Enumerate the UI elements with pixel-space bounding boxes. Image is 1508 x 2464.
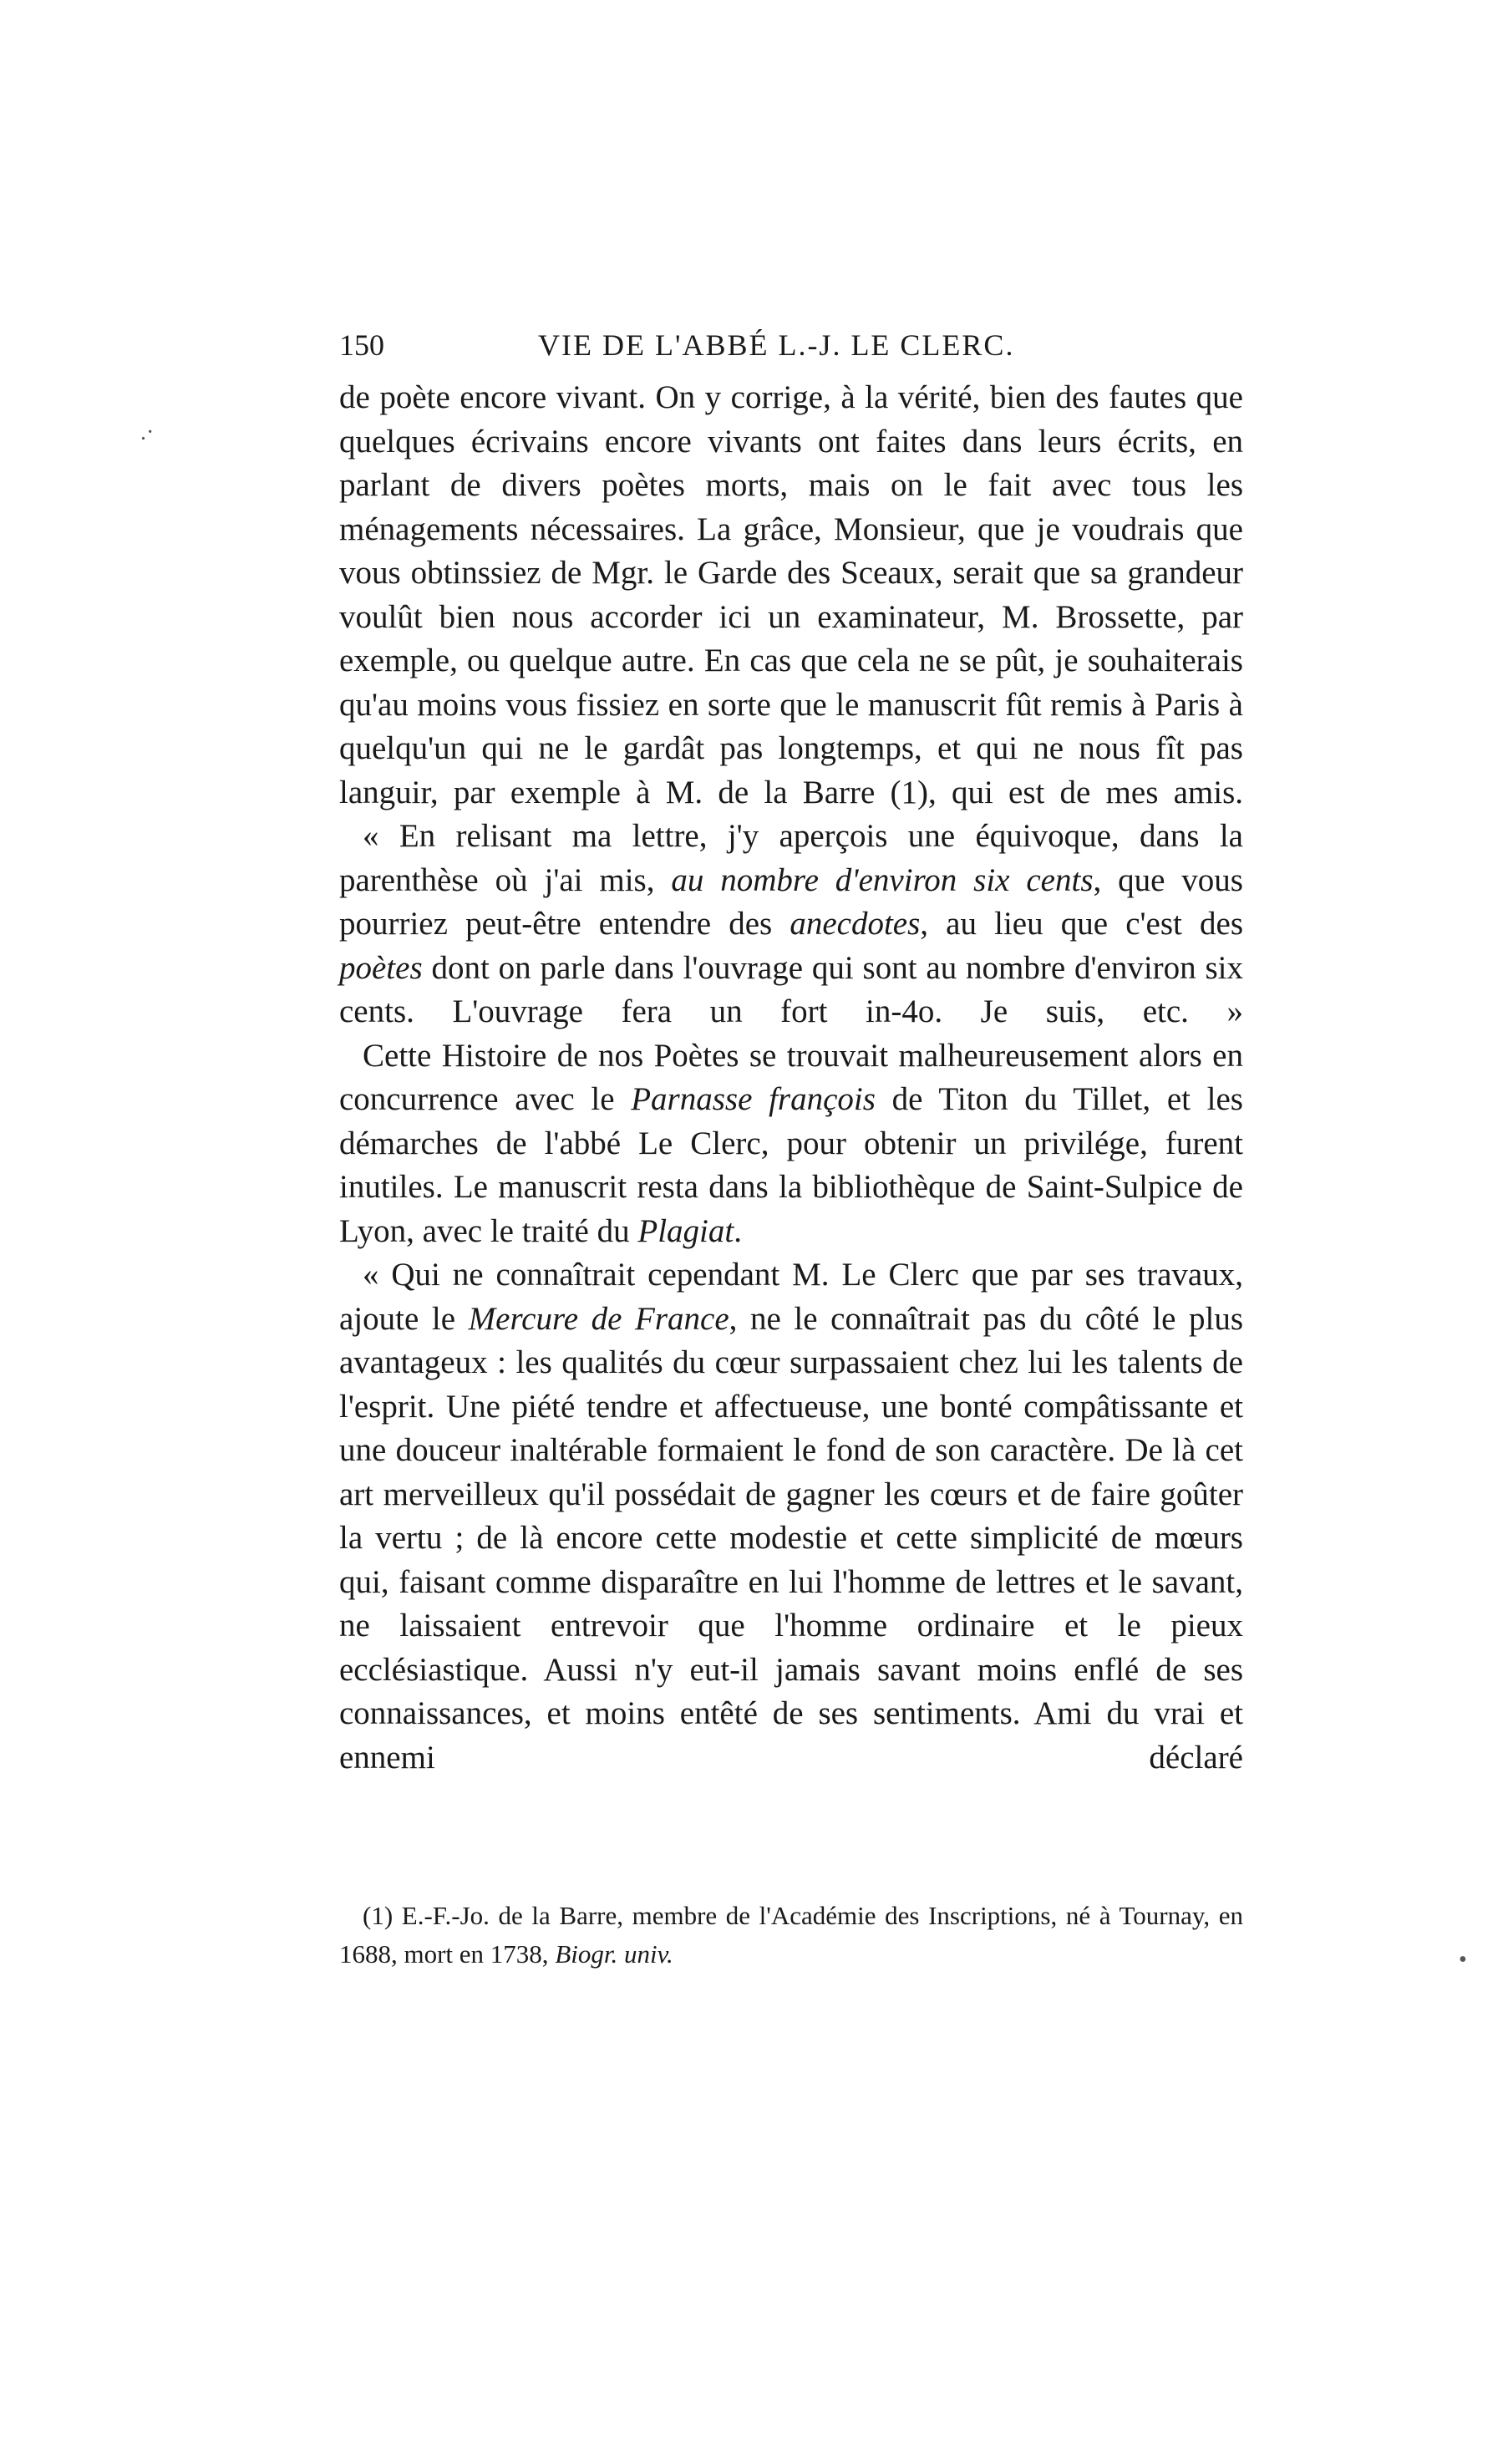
paragraph-4 <box>339 1253 1243 1780</box>
paragraph-2-segment-3: , que vous pourriez peut-être entendre des <box>339 861 1243 942</box>
paragraph-2-segment-1: « En relisant ma lettre, j'y aperçois une équivoque, dans la parenthèse où j'ai mis, <box>339 818 1243 898</box>
footnote-1 <box>339 1897 1243 1974</box>
paragraph-2-segment-5: , au lieu que c'est des <box>920 906 1243 942</box>
paragraph-4-segment-1: « Qui ne connaîtrait cependant M. Le Clerc que par ses travaux, ajoute le <box>339 1257 1243 1337</box>
page-header <box>339 324 1243 366</box>
margin-speck-2: • <box>1459 1947 1467 1973</box>
paragraph-3-segment-4: Plagiat <box>637 1212 734 1249</box>
footnotes <box>339 1897 1243 1974</box>
body-text <box>339 376 1243 1780</box>
paragraph-3-segment-3: de Titon du Tillet, et les démarches de l'abbé Le Clerc, pour obtenir un privilége, furent inutiles. Le manuscrit resta dans la bibliothèque de Saint-Sulpice de Lyon, avec le traité du <box>339 1081 1243 1249</box>
paragraph-2-segment-2: au nombre d'environ six cents <box>671 861 1094 898</box>
page-number: 150 <box>339 328 384 362</box>
paragraph-2-segment-6: poètes <box>339 949 423 986</box>
paragraph-2-segment-4: anecdotes <box>790 906 921 942</box>
paragraph-3-segment-2: Parnasse françois <box>631 1081 876 1117</box>
paragraph-3-segment-1: Cette Histoire de nos Poètes se trouvait malheureusement alors en concurrence avec le <box>339 1037 1243 1117</box>
margin-speck-1: .· <box>140 419 155 445</box>
footnote-1-segment-1: (1) E.-F.-Jo. de la Barre, membre de l'Académie des Inscriptions, né à Tournay, en 1688, mort en 1738, <box>339 1901 1243 1969</box>
paragraph-3-segment-5: . <box>734 1212 742 1249</box>
paragraph-2 <box>339 815 1243 1034</box>
paragraph-4-segment-3: , ne le connaîtrait pas du côté le plus avantageux : les qualités du cœur surpassaient chez lui les talents de l'esprit. Une piété tendre et affectueuse, une bonté compâtissante et une douceur inaltérable formaient le fond de son caractère. De là cet art merveilleux qu'il possédait de gagner les cœurs et de faire goûter la vertu ; de là encore cette modestie et cette simplicité de mœurs qui, faisant comme disparaître en lui l'homme de lettres et le savant, ne laissaient entrevoir que l'homme ordinaire et le pieux ecclésiastique. Aussi n'y eut-il jamais savant moins enflé de ses connaissances, et moins entêté de ses sentiments. Ami du vrai et ennemi déclaré <box>339 1300 1244 1776</box>
paragraph-2-segment-7: dont on parle dans l'ouvrage qui sont au nombre d'environ six cents. L'ouvrage fera un fort in-4o. Je suis, etc. » <box>339 949 1243 1029</box>
footnote-1-segment-2: Biogr. univ. <box>555 1939 673 1969</box>
paragraph-1-segment-1: de poète encore vivant. On y corrige, à la vérité, bien des fautes que quelques écrivains encore vivants ont faites dans leurs écrits, en parlant de divers poètes morts, mais on le fait avec tous les ménagements nécessaires. La grâce, Monsieur, que je voudrais que vous obtinssiez de Mgr. le Garde des Sceaux, serait que sa grandeur voulût bien nous accorder ici un examinateur, M. Brossette, par exemple, ou quelque autre. En cas que cela ne se pût, je souhaiterais qu'au moins vous fissiez en sorte que le manuscrit fût remis à Paris à quelqu'un qui ne le gardât pas longtemps, et qui ne nous fît pas languir, par exemple à M. de la Barre (1), qui est de mes amis. <box>339 379 1243 810</box>
paragraph-1 <box>339 376 1243 815</box>
paragraph-4-segment-2: Mercure de France <box>468 1300 729 1337</box>
paragraph-3 <box>339 1034 1243 1254</box>
running-title: VIE DE L'ABBÉ L.-J. LE CLERC. <box>538 328 1015 362</box>
